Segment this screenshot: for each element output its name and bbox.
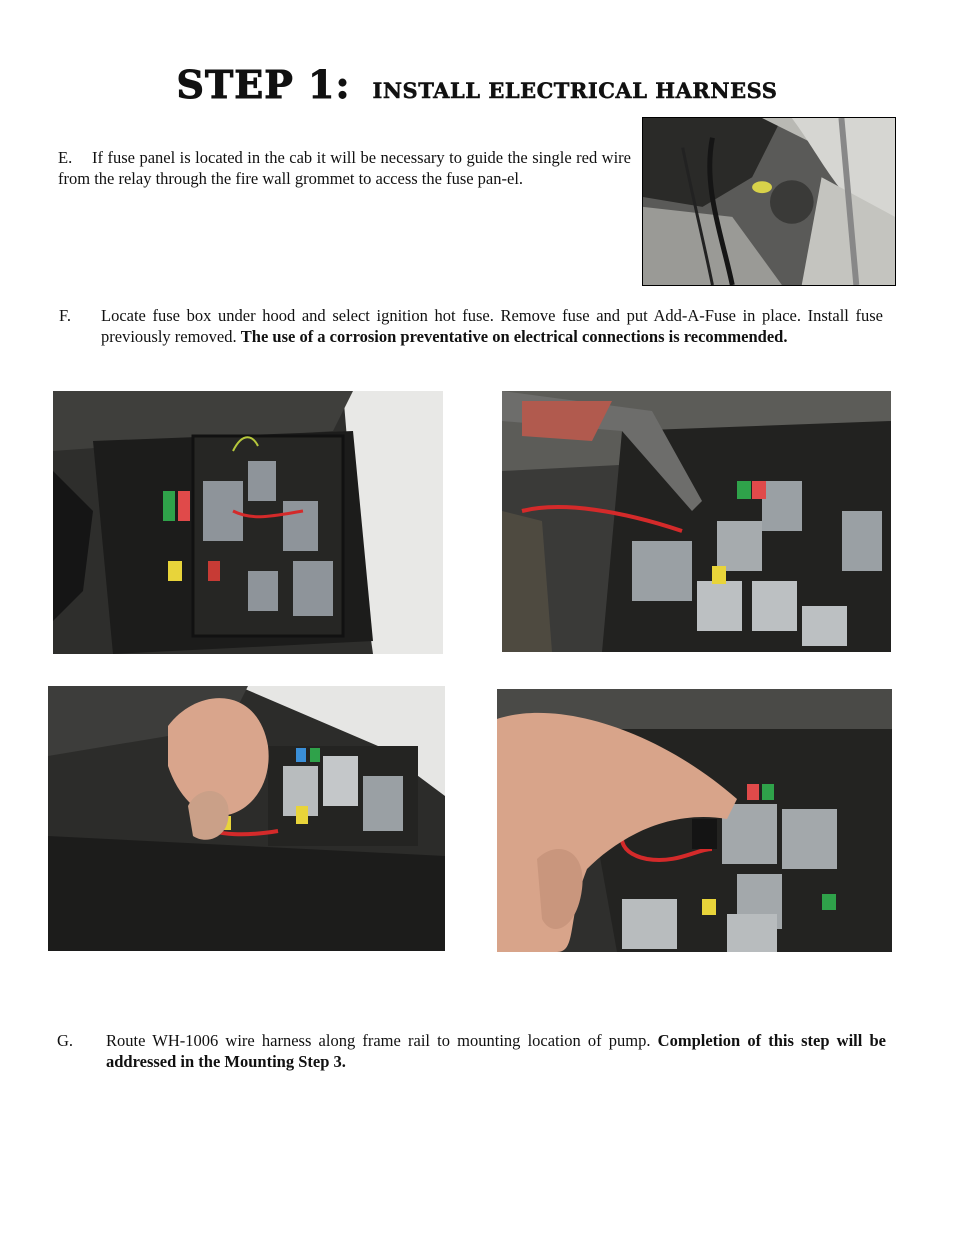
firewall-grommet-photo: [642, 117, 896, 286]
step-g-label: G.: [57, 1031, 74, 1050]
step-g-paragraph: [57, 1030, 887, 1080]
step-f-paragraph: [59, 305, 885, 375]
step-g-text: Route WH-1006 wire harness along frame rail to mounting location of pump.: [106, 1031, 658, 1050]
page-title: [0, 62, 954, 107]
step-f-bold-text: The use of a corrosion preventative on electrical connections is recommended.: [240, 327, 788, 346]
step-subtitle: INSTALL ELECTRICAL HARNESS: [372, 78, 778, 103]
add-a-fuse-installed-photo: [497, 689, 892, 952]
step-e-text: If fuse panel is located in the cab it will be necessary to guide the single red wire from the relay through the fire wall grommet to access the fuse pan-el.: [58, 148, 631, 188]
step-e-paragraph: [58, 147, 631, 189]
step-f-label: F.: [59, 306, 71, 325]
fuse-box-overview-photo: [53, 391, 443, 654]
inserting-add-a-fuse-photo: [48, 686, 445, 951]
step-g-bold-text: Completion of this step will be addressed in the Mounting Step 3.: [106, 1031, 886, 1071]
step-f-text: Locate fuse box under hood and select ignition hot fuse. Remove fuse and put Add-A-Fuse in place. Install fuse previously removed.: [101, 306, 883, 346]
step-e-label: E.: [58, 148, 73, 167]
pliers-removing-fuse-photo: [502, 391, 891, 652]
step-number: STEP 1:: [176, 62, 351, 107]
